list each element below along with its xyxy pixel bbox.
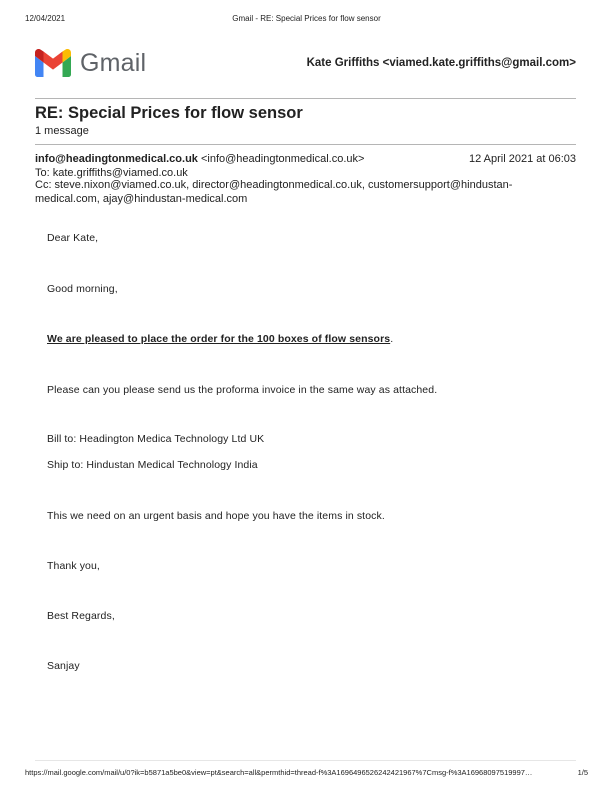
from-line xyxy=(35,152,576,166)
gmail-logo xyxy=(35,48,146,78)
body-greeting: Dear Kate, xyxy=(47,232,99,244)
message-date: 12 April 2021 at 06:03 xyxy=(468,153,576,165)
divider xyxy=(35,144,576,145)
sender-bracket: <info@headingtonmedical.co.uk> xyxy=(200,153,365,165)
body-bill-to: Bill to: Headington Medica Technology Ltd UK xyxy=(47,433,265,445)
thread-subject: RE: Special Prices for flow sensor xyxy=(35,104,303,122)
page-number: 1/5 xyxy=(577,768,588,777)
body-order-period: . xyxy=(390,333,394,345)
print-header xyxy=(25,14,588,26)
body-thanks: Thank you, xyxy=(47,560,100,572)
cc-line-1: Cc: steve.nixon@viamed.co.uk, director@headingtonmedical.co.uk, customersupport@hindustan- xyxy=(35,179,513,191)
body-order-emphasis: We are pleased to place the order for the 100 boxes of flow sensors xyxy=(47,333,391,345)
print-title: Gmail - RE: Special Prices for flow sensor xyxy=(232,14,381,23)
gmail-m-icon xyxy=(35,49,71,77)
sender-email[interactable]: info@headingtonmedical.co.uk xyxy=(35,153,198,165)
print-date: 12/04/2021 xyxy=(25,14,66,23)
body-urgent: This we need on an urgent basis and hope you have the items in stock. xyxy=(47,510,385,522)
body-regards: Best Regards, xyxy=(47,610,115,622)
body-signature: Sanjay xyxy=(47,660,80,672)
body-ship-to: Ship to: Hindustan Medical Technology India xyxy=(47,459,258,471)
body-order xyxy=(47,333,393,345)
print-footer xyxy=(25,768,588,779)
to-line: To: kate.griffiths@viamed.co.uk xyxy=(35,167,188,179)
footer-divider xyxy=(35,760,576,761)
print-url[interactable]: https://mail.google.com/mail/u/0?ik=b5871a5be0&view=pt&search=all&permthid=thread-f%3A1696496526242421967%7Cmsg-f%3A16968097519997… xyxy=(25,768,533,777)
cc-line xyxy=(35,179,576,206)
gmail-wordmark: Gmail xyxy=(80,49,147,77)
account-label: Kate Griffiths <viamed.kate.griffiths@gmail.com> xyxy=(306,57,576,69)
message-count: 1 message xyxy=(35,125,89,137)
divider xyxy=(35,98,576,99)
body-request: Please can you please send us the proforma invoice in the same way as attached. xyxy=(47,384,438,396)
body-morning: Good morning, xyxy=(47,283,118,295)
cc-line-2: medical.com, ajay@hindustan-medical.com xyxy=(35,192,248,205)
